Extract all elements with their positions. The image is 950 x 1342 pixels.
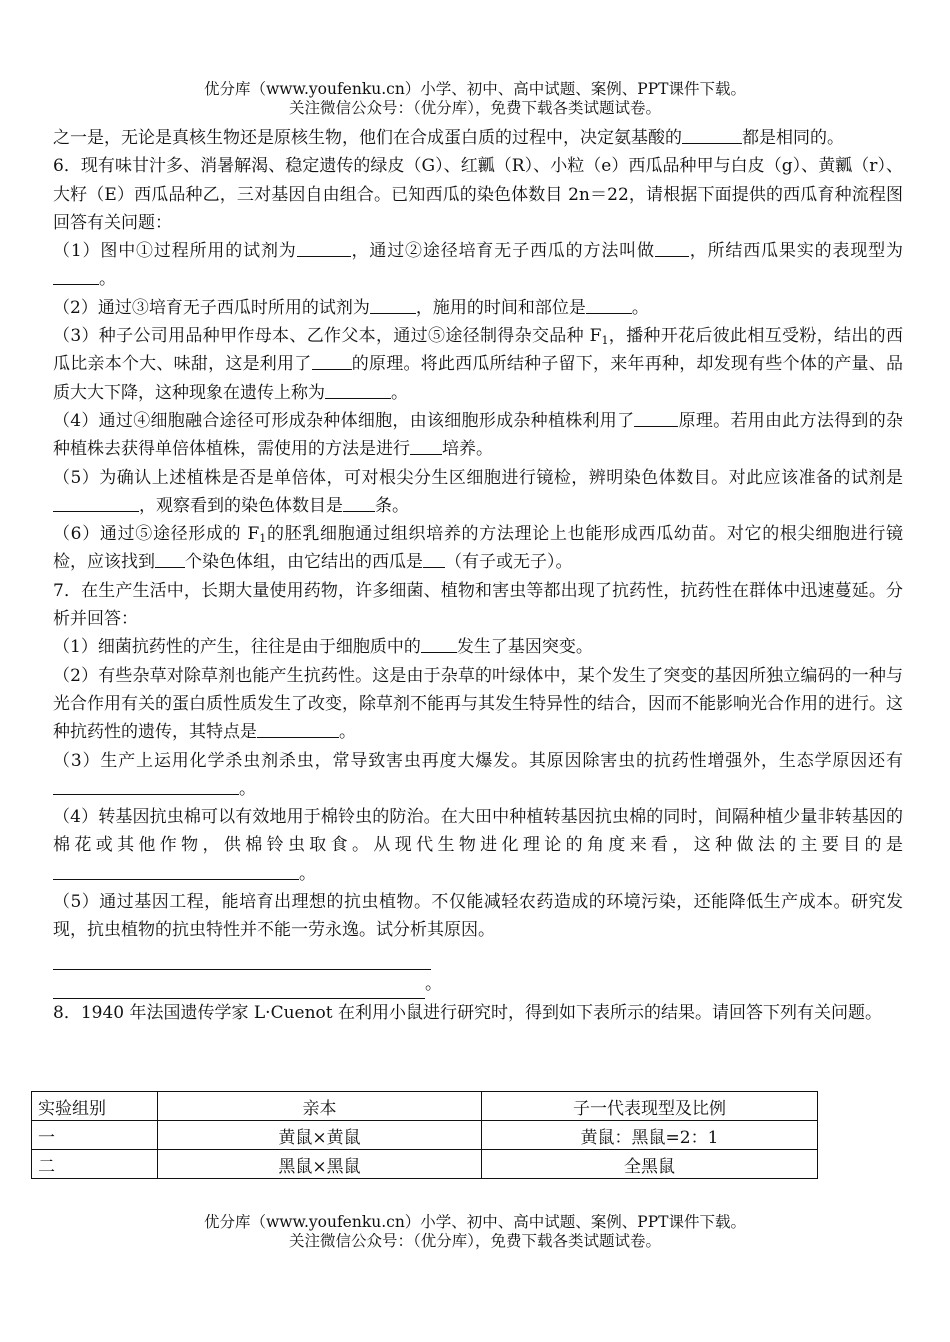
table-cell: 全黑鼠 bbox=[482, 1150, 818, 1179]
answer-blank[interactable] bbox=[53, 860, 299, 880]
answer-blank[interactable] bbox=[343, 492, 375, 512]
answer-blank[interactable] bbox=[53, 265, 99, 285]
continuation-paragraph: 之一是，无论是真核生物还是原核生物，他们在合成蛋白质的过程中，决定氨基酸的 都是相同的。 bbox=[53, 124, 903, 152]
question-6-part-4: （4）通过④细胞融合途径可形成杂种体细胞，由该细胞形成杂种植株利用了 原理。若用由此方法得到的杂种植株去获得单倍体植株，需使用的方法是进行 培养。 bbox=[53, 407, 903, 464]
answer-blank[interactable] bbox=[410, 435, 442, 455]
table-row bbox=[32, 1150, 818, 1179]
answer-blank[interactable] bbox=[586, 294, 632, 314]
table-header: 实验组别 bbox=[32, 1092, 158, 1121]
answer-blank[interactable] bbox=[421, 633, 457, 653]
table-header-row bbox=[32, 1092, 818, 1121]
table-header: 亲本 bbox=[158, 1092, 482, 1121]
question-6-part-6: （6）通过⑤途径形成的 $F_1$的胚乳细胞通过组织培养的方法理论上也能形成西瓜幼苗。对它的根尖细胞进行镜检，应该找到 个染色体组，由它结出的西瓜是 （有子或无子）。 bbox=[53, 524, 904, 573]
answer-blank[interactable] bbox=[53, 775, 239, 795]
question-8-intro: 8．1940 年法国遗传学家 L·Cuenot 在利用小鼠进行研究时，得到如下表所示的结果。请回答下列有关问题。 bbox=[53, 1002, 883, 1023]
page-header bbox=[0, 80, 950, 118]
answer-line[interactable] bbox=[53, 976, 425, 999]
table-cell: 黄鼠×黄鼠 bbox=[158, 1121, 482, 1150]
footer-line-2: 关注微信公众号：（优分库），免费下载各类试题试卷。 bbox=[288, 1232, 661, 1250]
answer-line[interactable] bbox=[53, 945, 431, 970]
answer-blank[interactable] bbox=[53, 492, 139, 512]
answer-line-final: 。 bbox=[53, 970, 903, 999]
question-6-part-5: （5）为确认上述植株是否是单倍体，可对根尖分生区细胞进行镜检，辨明染色体数目。对此应该准备的试剂是，观察看到的染色体数目是 条。 bbox=[53, 467, 903, 516]
question-7-part-3: （3）生产上运用化学杀虫剂杀虫，常导致害虫再度大爆发。其原因除害虫的抗药性增强外，生态学原因还有。 bbox=[53, 750, 903, 799]
answer-blank[interactable] bbox=[682, 124, 742, 144]
question-6-part-1: （1）图中①过程所用的试剂为 ，通过②途径培育无子西瓜的方法叫做 ，所结西瓜果实的表现型为。 bbox=[53, 237, 903, 294]
footer-line-1: 优分库（www.youfenku.cn）小学、初中、高中试题、案例、PPT课件下载。 bbox=[203, 1213, 747, 1231]
header-line-1: 优分库（www.youfenku.cn）小学、初中、高中试题、案例、PPT课件下载。 bbox=[203, 80, 747, 98]
answer-blank[interactable] bbox=[655, 237, 689, 257]
question-7-part-2: （2）有些杂草对除草剂也能产生抗药性。这是由于杂草的叶绿体中，某个发生了突变的基因所独立编码的一种与光合作用有关的蛋白质性质发生了改变，除草剂不能再与其发生特异性的结合，因而不能影响光合作用的进行。这种抗药性的遗传，其特点是 。 bbox=[53, 665, 903, 743]
answer-blank[interactable] bbox=[325, 379, 391, 399]
question-7-part-5: （5）通过基因工程，能培育出理想的抗虫植物。不仅能减轻农药造成的环境污染，还能降低生产成本。研究发现，抗虫植物的抗虫特性并不能一劳永逸。试分析其原因。 bbox=[53, 892, 903, 941]
answer-blank[interactable] bbox=[634, 407, 678, 427]
answer-blank[interactable] bbox=[297, 237, 351, 257]
document-body bbox=[53, 124, 903, 1027]
table-row bbox=[32, 1121, 818, 1150]
table-header: 子一代表现型及比例 bbox=[482, 1092, 818, 1121]
answer-blank[interactable] bbox=[257, 718, 339, 738]
results-table bbox=[31, 1091, 818, 1179]
answer-blank[interactable] bbox=[370, 294, 416, 314]
answer-blank[interactable] bbox=[312, 350, 352, 370]
table-cell: 黑鼠×黑鼠 bbox=[158, 1150, 482, 1179]
question-7-part-1: （1）细菌抗药性的产生，往往是由于细胞质中的 发生了基因突变。 bbox=[53, 633, 903, 661]
answer-blank[interactable] bbox=[155, 548, 185, 568]
question-6-part-3: （3）种子公司用品种甲作母本、乙作父本，通过⑤途径制得杂交品种 $F_1$，播种开花后彼此相互受粉，结出的西瓜比亲本个大、味甜，这是利用了 的原理。将此西瓜所结种子留下，来年再种，却发现有些个体的产量、品质大大下降，这种现象在遗传上称为 。 bbox=[53, 326, 904, 403]
page-footer bbox=[0, 1213, 950, 1251]
answer-blank[interactable] bbox=[423, 548, 445, 568]
table-cell: 一 bbox=[32, 1121, 158, 1150]
table-cell: 黄鼠：黑鼠=2：1 bbox=[482, 1121, 818, 1150]
question-7-part-4: （4）转基因抗虫棉可以有效地用于棉铃虫的防治。在大田中种植转基因抗虫棉的同时，间隔种植少量非转基因的棉花或其他作物，供棉铃虫取食。从现代生物进化理论的角度来看，这种做法的主要目的是。 bbox=[53, 807, 903, 884]
question-7-intro: 7．在生产生活中，长期大量使用药物，许多细菌、植物和害虫等都出现了抗药性，抗药性在群体中迅速蔓延。分析并回答： bbox=[53, 580, 903, 630]
header-line-2: 关注微信公众号：（优分库），免费下载各类试题试卷。 bbox=[288, 99, 661, 117]
question-6-intro: 6．现有味甘汁多、消暑解渴、稳定遗传的绿皮（G）、红瓤（R）、小粒（e）西瓜品种甲与白皮（g）、黄瓤（r）、大籽（E）西瓜品种乙，三对基因自由组合。已知西瓜的染色体数目 2n＝22，请根据下面提供的西瓜育种流程图回答有关问题： bbox=[53, 156, 903, 233]
table-cell: 二 bbox=[32, 1150, 158, 1179]
question-6-part-2: （2）通过③培育无子西瓜时所用的试剂为 ，施用的时间和部位是 。 bbox=[53, 294, 903, 322]
